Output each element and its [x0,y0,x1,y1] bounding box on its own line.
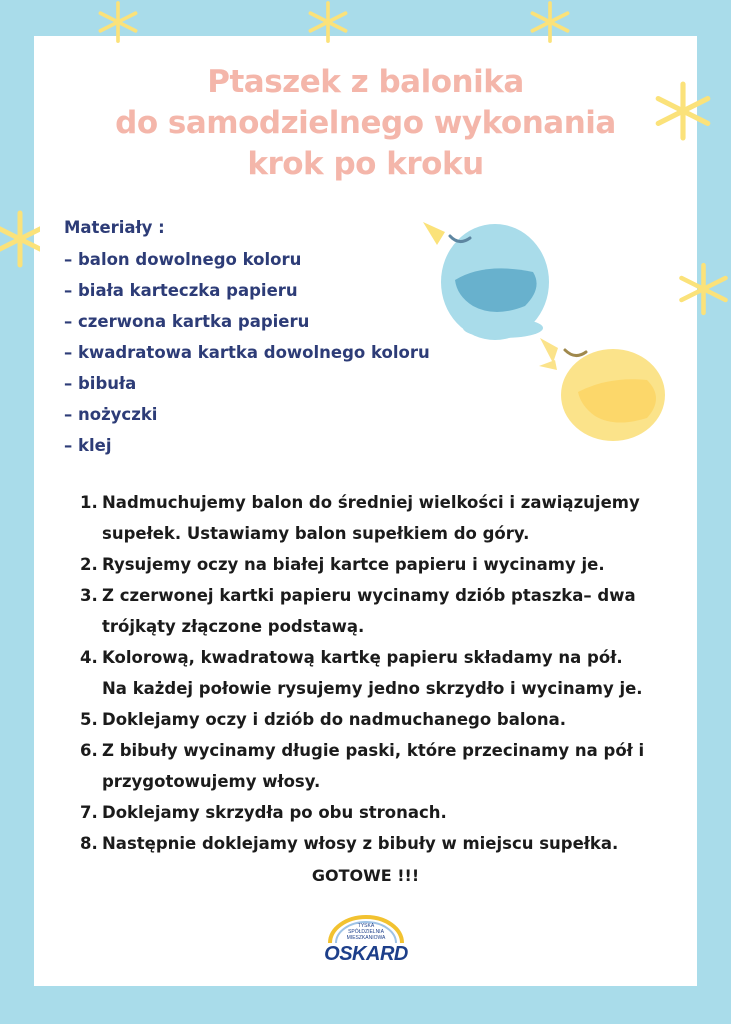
material-item: – nożyczki [64,405,158,424]
step-text: Doklejamy oczy i dziób do nadmuchanego balona. [102,710,567,729]
step-item [80,735,680,797]
material-item: – biała karteczka papieru [64,281,298,300]
step-item [80,828,680,859]
title-line-2: do samodzielnego wykonania [115,105,616,141]
star-icon [298,0,358,44]
step-item [80,797,680,828]
step-item [80,549,680,580]
logo-text-name: OSKARD [324,943,408,965]
step-text: Kolorową, kwadratową kartkę papieru składamy na pół. [102,648,623,667]
star-icon [88,0,148,44]
step-number: 6. [80,741,98,760]
star-icon [0,208,40,270]
step-number: 1. [80,493,98,512]
step-text: supełek. Ustawiamy balon supełkiem do góry. [102,524,530,543]
step-number: 3. [80,586,98,605]
star-icon [676,258,731,320]
done-label: GOTOWE !!! [311,866,420,885]
material-item: – czerwona kartka papieru [64,312,310,331]
step-text: Na każdej połowie rysujemy jedno skrzydło i wycinamy je. [102,679,643,698]
step-number: 2. [80,555,98,574]
materials-heading: Materiały : [64,218,165,237]
step-number: 5. [80,710,98,729]
step-text: Z czerwonej kartki papieru wycinamy dziób ptaszka– dwa [102,586,636,605]
step-text: Doklejamy skrzydła po obu stronach. [102,803,447,822]
step-number: 4. [80,648,98,667]
step-number: 8. [80,834,98,853]
title-line-3: krok po kroku [247,146,484,182]
step-number: 7. [80,803,98,822]
material-item: – kwadratowa kartka dowolnego koloru [64,343,430,362]
material-item: – bibuła [64,374,137,393]
step-item [80,642,680,704]
logo-text-line3: MIESZKANIOWA [346,935,386,941]
materials-list [64,212,430,461]
step-text: Rysujemy oczy na białej kartce papieru i wycinamy je. [102,555,605,574]
step-text: Z bibuły wycinamy długie paski, które przecinamy na pół i [102,741,645,760]
star-icon [520,0,580,44]
step-item [80,580,680,642]
step-item [80,487,680,549]
step-text: przygotowujemy włosy. [102,772,321,791]
birds-illustration [415,210,675,450]
material-item: – klej [64,436,112,455]
blue-bird-icon [423,222,549,340]
steps-list [80,487,680,859]
step-text: trójkąty złączone podstawą. [102,617,365,636]
yellow-bird-icon [539,338,665,441]
logo-text-line2: SPÓŁDZIELNIA [348,929,384,935]
step-item [80,704,680,735]
title-line-1: Ptaszek z balonika [207,64,524,100]
page-title [34,62,697,185]
material-item: – balon dowolnego koloru [64,250,302,269]
step-text: Następnie doklejamy włosy z bibuły w miejscu supełka. [102,834,619,853]
oskard-logo [316,913,416,969]
step-text: Nadmuchujemy balon do średniej wielkości i zawiązujemy [102,493,640,512]
logo-text-line1: TYSKA [357,923,375,929]
